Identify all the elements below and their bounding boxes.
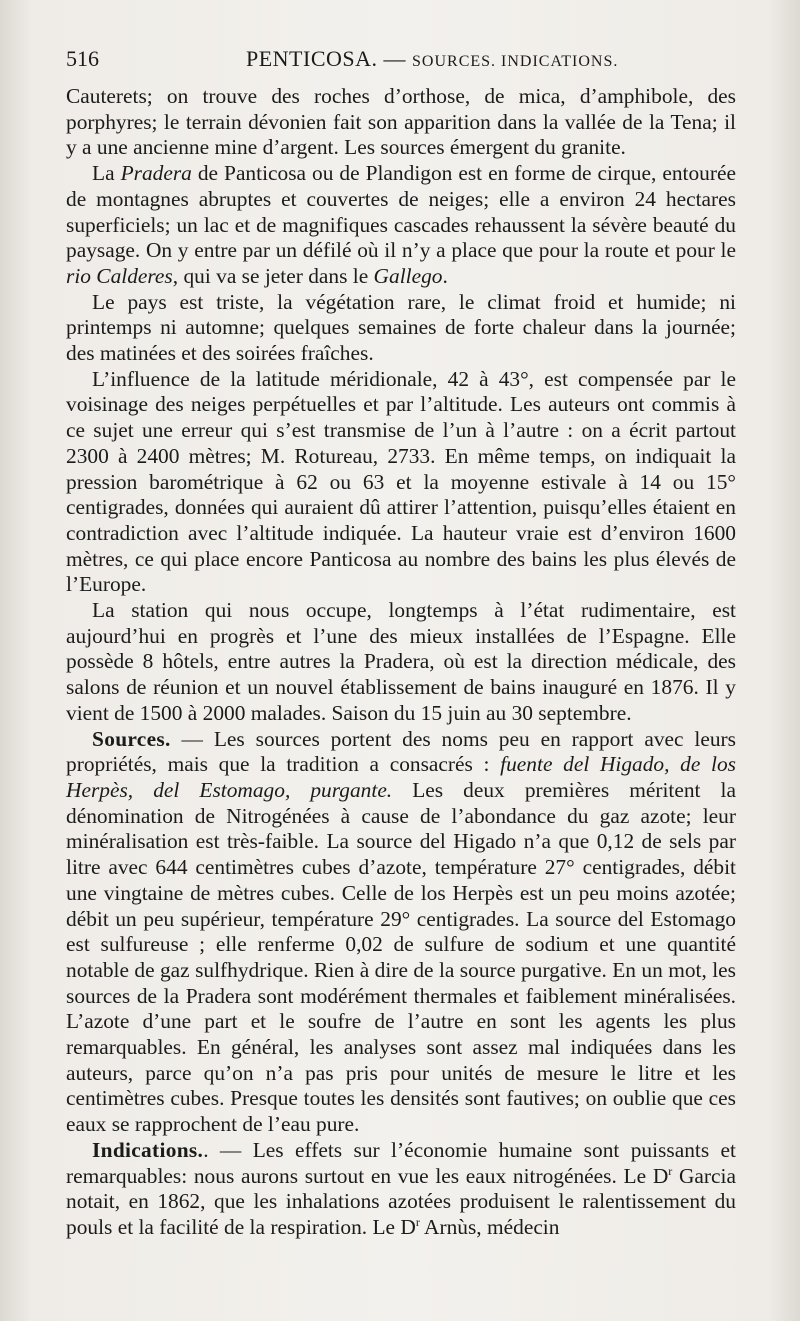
paragraph-pradera [66,161,736,290]
paragraph-geology: Cauterets; on trouve des roches d’orthose, de mica, d’amphibole, des porphyres; le terrain dévonien fait son apparition dans la vallée de la Tena; il y a une ancienne mine d’argent. Les sources émergent du granite. [66,84,736,160]
page-header [66,46,736,80]
sources-text-b: Les deux premières méritent la dénomination de Nitrogénées à cause de l’abondance du gaz azote; leur minéralisation est très-faible. La source del Higado n’a que 0,12 de sels par litre avec 644 centimètres cubes d’azote, température 27° centigrades, débit une vingtaine de mètres cubes. Celle de los Herpès est un peu moins azotée; débit un peu supérieur, température 29° centigrades. La source del Estomago est sulfureuse ; elle renferme 0,02 de sulfure de sodium et une quantité notable de gaz sulfhydrique. Rien à dire de la source purgative. En un mot, les sources de la Pradera sont modérément thermales et faiblement minéralisées. L’azote d’une part et le soufre de l’autre en sont les agents les plus remarquables. En général, les analyses sont assez mal indiquées dans les auteurs, parce qu’on n’a pas pris pour unités de mesure le litre et les centimètres cubes. Presque toutes les densités sont fautives; on oublie que ces eaux se rapprochent de l’eau pure. [66,777,736,1137]
indications-heading: Indications. [92,1137,204,1162]
pradera-text-d: . [442,263,448,288]
doctor-abbrev-1: r [668,1163,673,1178]
paragraph-sources [66,727,736,1138]
sources-names: fuente del Higado, de los Herpès, del Estomago, purgante. [66,752,736,802]
running-title-section: SOURCES. INDICATIONS. [412,53,619,70]
indications-text-b: Garcia notait, en 1862, que les inhalations azotées produisent le ralentissement du pouls et la facilité de la respiration. Le D [66,1163,736,1239]
indications-text-a: . — Les effets sur l’économie humaine sont puissants et remarquables: nous aurons surtout en vue les eaux nitrogénées. Le D [66,1137,736,1188]
paragraph-station: La station qui nous occupe, longtemps à l’état rudimentaire, est aujourd’hui en progrès et l’une des mieux installées de l’Espagne. Elle possède 8 hôtels, entre autres la Pradera, où est la direction médicale, des salons de réunion et un nouvel établissement de bains inauguré en 1876. Il y vient de 1500 à 2000 malades. Saison du 15 juin au 30 septembre. [66,598,736,725]
sources-heading: Sources. [92,726,171,751]
running-title-main: PENTICOSA. [246,46,378,71]
pradera-name: Pradera [120,161,192,186]
body-text [66,84,736,1241]
doctor-abbrev-2: r [415,1214,420,1229]
pradera-text-c: , qui va se jeter dans le [172,263,374,288]
running-title-dash: — [383,46,407,71]
running-title [246,46,618,72]
rio-calderes: rio Calderes [66,263,173,288]
pradera-text-b: de Panticosa ou de Plandigon est en forme de cirque, entourée de montagnes abruptes et couvertes de neiges; elle a environ 24 hectares superficiels; un lac et de magnifiques cascades rehaussent la sévère beauté du paysage. On y entre par un défilé où il n’y a place que pour la route et pour le [66,161,736,263]
paragraph-climate: Le pays est triste, la végétation rare, le climat froid et humide; ni printemps ni automne; quelques semaines de forte chaleur dans la journée; des matinées et des soirées fraîches. [66,289,736,366]
gallego-name: Gallego [373,263,443,288]
sources-text-a: — Les sources portent des noms peu en rapport avec leurs propriétés, mais que la tradition a consacrés : [66,726,736,777]
paragraph-altitude: L’influence de la latitude méridionale, 42 à 43°, est compensée par le voisinage des neiges perpétuelles et par l’altitude. Les auteurs ont commis à ce sujet une erreur qui s’est transmise de l’un à l’autre : on a écrit partout 2300 à 2400 mètres; M. Rotureau, 2733. En même temps, on indiquait la pression barométrique à 62 ou 63 et la moyenne estivale à 14 ou 15° centigrades, données qui auraient dû attirer l’attention, puisqu’elles étaient en contradiction avec l’altitude indiquée. La hauteur vraie est d’environ 1600 mètres, ce qui place encore Panticosa au nombre des bains les plus élevés de l’Europe. [66,366,736,597]
pradera-text-a: La [92,161,121,186]
page-number: 516 [66,46,99,71]
paragraph-indications [66,1138,736,1241]
indications-text-c: Arnùs, médecin [419,1214,560,1239]
